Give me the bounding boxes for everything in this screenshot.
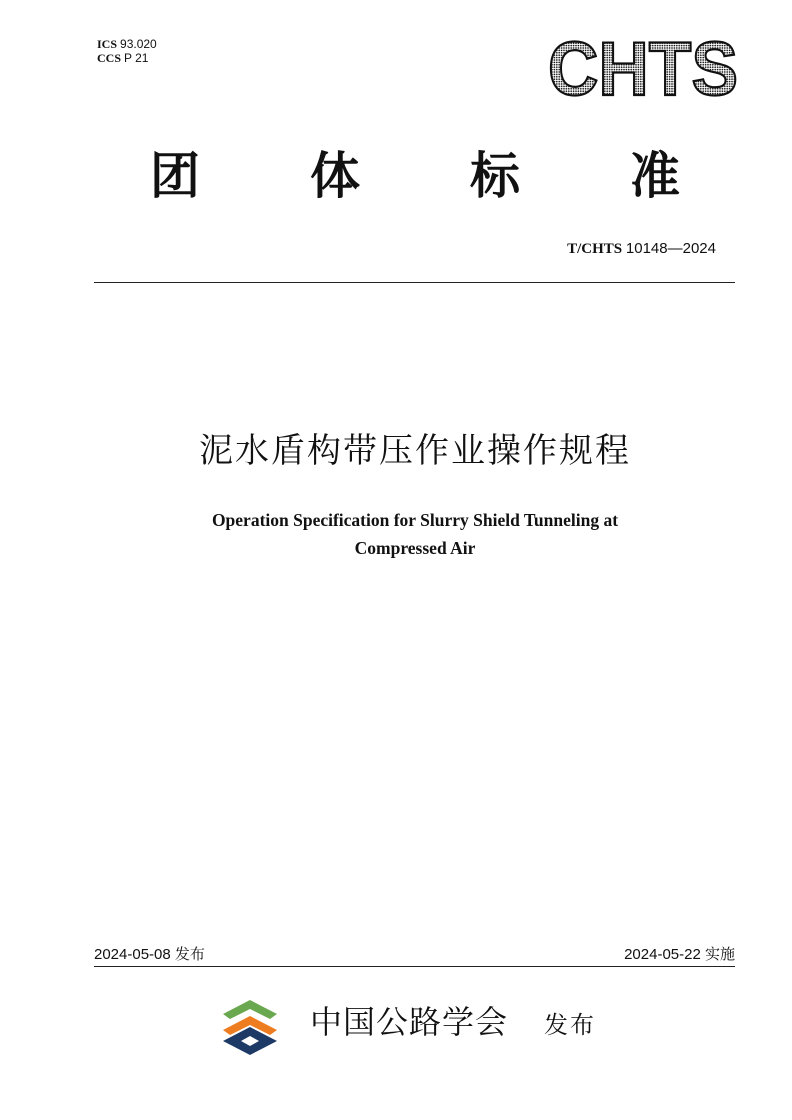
issue-date: 2024-05-08 发布 xyxy=(94,946,205,963)
standard-type-char: 体 xyxy=(310,147,360,205)
china-highway-society-emblem-icon xyxy=(221,994,279,1056)
standard-type-char: 准 xyxy=(630,147,680,205)
emblem-green-right xyxy=(250,1000,277,1019)
ccs-line xyxy=(97,51,157,65)
ccs-code: P 21 xyxy=(124,51,149,65)
ccs-label: CCS xyxy=(97,51,122,65)
title-english-line: Compressed Air xyxy=(354,538,476,558)
standard-code-number: 10148—2024 xyxy=(625,240,716,257)
ics-line xyxy=(97,37,157,51)
title-english xyxy=(100,506,730,562)
dates-row xyxy=(94,943,735,964)
standard-type-char: 团 xyxy=(150,147,200,205)
emblem-green-left xyxy=(223,1000,250,1019)
title-english-line: Operation Specification for Slurry Shield Tunneling at xyxy=(211,510,619,530)
bottom-divider xyxy=(94,966,735,967)
standard-code-prefix: T/CHTS xyxy=(567,241,623,257)
chts-logo xyxy=(546,30,740,102)
title-chinese: 泥水盾构带压作业操作规程 xyxy=(199,431,631,471)
chts-logo-text: CHTS xyxy=(548,30,738,102)
standard-type-char: 标 xyxy=(470,147,520,205)
implement-date: 2024-05-22 实施 xyxy=(624,946,735,963)
standard-code xyxy=(567,240,716,258)
publisher-action: 发布 xyxy=(544,1011,596,1039)
top-divider xyxy=(94,282,735,283)
standard-type-heading xyxy=(150,148,680,204)
publisher-org: 中国公路学会 xyxy=(310,1003,509,1041)
ics-code: 93.020 xyxy=(120,37,157,51)
ics-label: ICS xyxy=(97,37,118,51)
classification-codes xyxy=(97,37,157,65)
